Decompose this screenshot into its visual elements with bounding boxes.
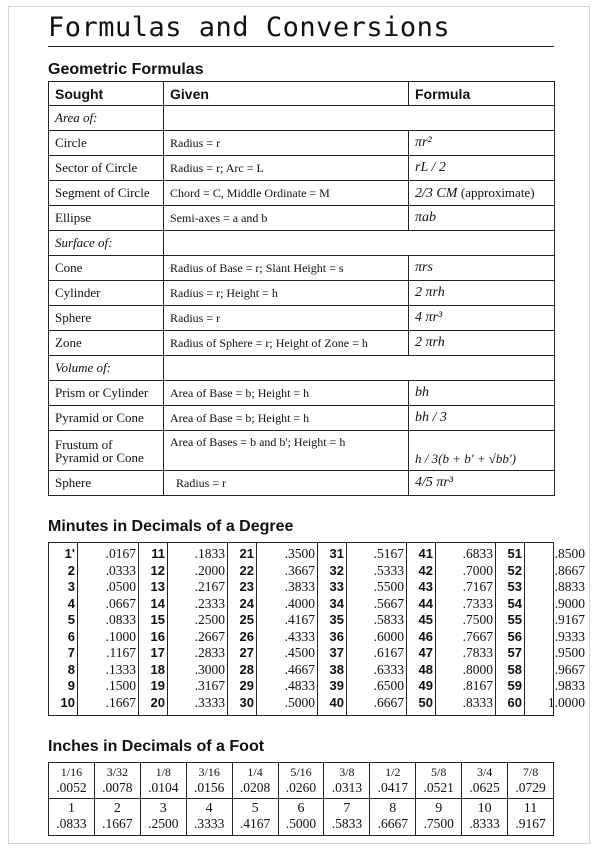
decimal-value: .4167 [284, 612, 315, 627]
minute-label: 19 [150, 678, 165, 693]
minute-label: 3 [67, 579, 75, 594]
inch-cell [186, 799, 232, 836]
decimal-value: .2333 [194, 595, 225, 611]
sought-cell: Ellipse [49, 206, 164, 231]
given-cell: Radius = r [164, 306, 409, 331]
minute-label: 32 [329, 562, 344, 578]
foot-decimal: .0625 [469, 780, 500, 795]
minutes-column [407, 543, 496, 715]
inch-cell [416, 799, 462, 836]
decimal-value: .0667 [105, 595, 136, 611]
foot-decimal: .0260 [285, 780, 317, 795]
minute-label: 2 [67, 562, 75, 578]
formula-cell: πrs [409, 256, 555, 281]
minute-label: 36 [329, 628, 344, 644]
decimal-value: .4500 [284, 645, 315, 660]
column-header-formula: Formula [409, 82, 555, 106]
minute-label: 50 [418, 694, 433, 710]
title-divider [48, 46, 554, 47]
inches-table [48, 762, 554, 836]
decimal-value: .6000 [373, 628, 404, 644]
minute-label: 15 [150, 612, 165, 627]
foot-decimal: .7500 [423, 816, 454, 831]
minute-label: 1' [64, 546, 75, 561]
inch-cell [140, 799, 186, 836]
minute-label: 44 [418, 595, 433, 611]
page-title: Formulas and Conversions [48, 12, 451, 43]
decimal-value: .6333 [373, 661, 404, 677]
minutes-labels [139, 543, 167, 715]
decimal-value: .3000 [194, 661, 225, 677]
decimal-values [524, 543, 587, 715]
foot-decimal: .8333 [469, 816, 500, 831]
decimal-value: 1.0000 [547, 694, 585, 710]
decimal-value: .2667 [194, 628, 225, 644]
whole-inch-row [49, 799, 554, 836]
given-cell: Radius = r; Height = h [164, 281, 409, 306]
sought-cell: Sphere [49, 306, 164, 331]
minute-label: 4 [67, 595, 75, 611]
minute-label: 35 [329, 612, 344, 627]
decimal-value: .2167 [194, 579, 225, 594]
decimal-value: .3667 [284, 562, 315, 578]
decimal-value: .6667 [373, 694, 404, 710]
foot-decimal: .1667 [102, 816, 133, 831]
inch-fraction: 7/8 [522, 765, 539, 779]
minutes-labels [228, 543, 256, 715]
formula-cell: 4 πr³ [409, 306, 555, 331]
decimal-value: .0500 [105, 579, 136, 594]
foot-decimal: .0208 [239, 780, 271, 795]
section-row-area [49, 106, 555, 131]
decimal-value: .1167 [106, 645, 136, 660]
table-row [49, 381, 555, 406]
section-row-surface [49, 231, 555, 256]
given-cell: Area of Base = b; Height = h [164, 381, 409, 406]
table-row [49, 256, 555, 281]
minute-label: 17 [150, 645, 165, 660]
inch-cell [278, 799, 324, 836]
formula-cell: h / 3(b + b' + √bb') [409, 431, 555, 471]
minute-label: 26 [239, 628, 254, 644]
minute-label: 55 [507, 612, 522, 627]
geometric-formulas-table [48, 81, 555, 496]
formula-cell: 4/5 πr³ [409, 471, 555, 496]
inch-cell [186, 763, 232, 799]
inch-cell [49, 799, 95, 836]
decimal-value: .2833 [194, 645, 225, 660]
minute-label: 18 [150, 661, 165, 677]
inch-cell [508, 799, 554, 836]
formula-cell: rL / 2 [409, 156, 555, 181]
inch-cell [278, 763, 324, 799]
given-cell: Radius = r [164, 471, 409, 496]
minute-label: 41 [418, 546, 433, 561]
decimal-value: .9167 [554, 612, 585, 627]
inch-cell [324, 763, 370, 799]
given-cell: Chord = C, Middle Ordinate = M [164, 181, 409, 206]
decimal-value: .3833 [284, 579, 315, 594]
inches-heading: Inches in Decimals of a Foot [48, 738, 265, 755]
inch-whole: 2 [113, 801, 121, 816]
minute-label: 16 [150, 628, 165, 644]
table-row [49, 406, 555, 431]
decimal-value: .6500 [373, 678, 404, 693]
minute-label: 7 [67, 645, 75, 660]
formula-cell: 2 πrh [409, 331, 555, 356]
minute-label: 56 [507, 628, 522, 644]
minute-label: 40 [329, 694, 344, 710]
inch-fraction: 1/4 [247, 765, 263, 779]
given-cell: Area of Bases = b and b'; Height = h [164, 431, 409, 471]
sought-cell: Prism or Cylinder [49, 381, 164, 406]
sought-cell: Cone [49, 256, 164, 281]
inch-whole: 11 [523, 801, 538, 816]
decimal-value: .5000 [284, 694, 315, 710]
minute-label: 51 [507, 546, 522, 561]
foot-decimal: .0156 [193, 780, 225, 795]
decimal-value: .6833 [462, 546, 493, 561]
minute-label: 25 [239, 612, 254, 627]
decimal-value: .7500 [462, 612, 493, 627]
minute-label: 12 [150, 562, 165, 578]
decimal-value: .8833 [554, 579, 585, 594]
inch-cell [324, 799, 370, 836]
minute-label: 27 [239, 645, 254, 660]
formula-cell: 2 πrh [409, 281, 555, 306]
inch-cell [49, 763, 95, 799]
decimal-value: .4333 [284, 628, 315, 644]
decimal-value: .9500 [554, 645, 585, 660]
decimal-value: .7167 [462, 579, 493, 594]
decimal-value: .7000 [462, 562, 493, 578]
minute-label: 59 [507, 678, 522, 693]
decimal-value: .7667 [462, 628, 493, 644]
minutes-labels [496, 543, 524, 715]
inch-cell [94, 763, 140, 799]
formula-cell [409, 181, 555, 206]
inch-fraction: 5/8 [431, 765, 447, 779]
sought-cell: Segment of Circle [49, 181, 164, 206]
foot-decimal: .9167 [515, 816, 546, 831]
foot-decimal: .0729 [515, 780, 546, 795]
minutes-column [228, 543, 318, 715]
decimal-value: .0333 [105, 562, 136, 578]
minute-label: 53 [507, 579, 522, 594]
inch-cell [508, 763, 554, 799]
inch-fraction: 1/16 [60, 765, 83, 779]
decimal-value: .5667 [373, 595, 404, 611]
sought-cell: Frustum of Pyramid or Cone [49, 431, 164, 471]
section-label: Surface of: [49, 231, 164, 256]
given-cell: Radius = r [164, 131, 409, 156]
decimal-value: .9833 [554, 678, 585, 693]
decimal-value: .8667 [554, 562, 585, 578]
table-row [49, 206, 555, 231]
geometric-heading: Geometric Formulas [48, 61, 204, 78]
foot-decimal: .5833 [331, 816, 363, 831]
inch-fraction: 5/16 [290, 765, 312, 779]
minute-label: 57 [507, 645, 522, 660]
inch-cell [416, 763, 462, 799]
minute-label: 43 [418, 579, 433, 594]
minute-label: 24 [239, 595, 254, 611]
table-row [49, 306, 555, 331]
inch-cell [462, 763, 508, 799]
inch-cell [370, 799, 416, 836]
decimal-value: .3167 [194, 678, 225, 693]
minute-label: 5 [67, 612, 75, 627]
table-row [49, 431, 555, 471]
sought-cell: Cylinder [49, 281, 164, 306]
decimal-value: .0167 [105, 546, 136, 561]
inch-fraction: 3/16 [198, 765, 220, 779]
column-header-sought: Sought [49, 82, 164, 106]
minute-label: 42 [418, 562, 433, 578]
foot-decimal: .0417 [377, 780, 408, 795]
inch-whole: 5 [251, 801, 259, 816]
foot-decimal: .0104 [148, 780, 179, 795]
section-row-volume [49, 356, 555, 381]
column-header-given: Given [164, 82, 409, 106]
sought-cell: Pyramid or Cone [49, 406, 164, 431]
minute-label: 33 [329, 579, 344, 594]
minute-label: 54 [507, 595, 522, 611]
section-label: Volume of: [49, 356, 164, 381]
table-row [49, 131, 555, 156]
minute-label: 49 [418, 678, 433, 693]
decimal-value: .4000 [284, 595, 315, 611]
inch-fraction: 3/8 [339, 765, 355, 779]
inch-cell [462, 799, 508, 836]
decimal-value: .5500 [373, 579, 404, 594]
given-cell: Area of Base = b; Height = h [164, 406, 409, 431]
decimal-value: .6167 [373, 645, 404, 660]
inch-whole: 4 [205, 801, 213, 816]
table-row [49, 156, 555, 181]
decimal-value: .2000 [194, 562, 225, 578]
decimal-value: .5167 [373, 546, 404, 561]
given-cell: Radius = r; Arc = L [164, 156, 409, 181]
inch-whole: 10 [477, 801, 492, 816]
minute-label: 37 [329, 645, 344, 660]
inch-whole: 7 [343, 801, 351, 816]
minute-label: 30 [239, 694, 254, 710]
decimal-values [346, 543, 407, 715]
minute-label: 11 [151, 546, 165, 561]
decimal-value: .0833 [105, 612, 136, 627]
minute-label: 29 [239, 678, 254, 693]
sought-cell: Sphere [49, 471, 164, 496]
inch-fraction: 1/8 [155, 765, 171, 779]
minute-label: 52 [507, 562, 522, 578]
inch-fraction: 3/4 [476, 765, 493, 779]
given-cell: Radius of Sphere = r; Height of Zone = h [164, 331, 409, 356]
formula-cell: bh / 3 [409, 406, 555, 431]
table-row [49, 331, 555, 356]
minute-label: 60 [507, 694, 522, 710]
decimal-value: .8167 [462, 678, 493, 693]
foot-decimal: .0833 [56, 816, 87, 831]
decimal-value: .8000 [462, 661, 493, 677]
foot-decimal: .0521 [423, 780, 454, 795]
minutes-column [49, 543, 139, 715]
foot-decimal: .5000 [285, 816, 317, 831]
minutes-column [139, 543, 228, 715]
formula-cell: bh [409, 381, 555, 406]
minute-label: 28 [239, 661, 254, 677]
decimal-value: .7333 [462, 595, 493, 611]
minutes-column [496, 543, 587, 715]
decimal-value: .8500 [554, 546, 585, 561]
table-header-row [49, 82, 555, 106]
minute-label: 38 [329, 661, 344, 677]
minutes-labels [407, 543, 435, 715]
minute-label: 6 [67, 628, 75, 644]
minute-label: 31 [329, 546, 344, 561]
decimal-values [256, 543, 318, 715]
formula-note: (approximate) [460, 184, 535, 200]
foot-decimal: .0052 [56, 780, 87, 795]
decimal-values [167, 543, 228, 715]
minutes-table [48, 542, 585, 716]
inch-whole: 1 [67, 801, 75, 816]
decimal-value: .9000 [554, 595, 585, 611]
inch-whole: 8 [389, 801, 397, 816]
decimal-values [77, 543, 139, 715]
inch-cell [232, 763, 278, 799]
minute-label: 21 [239, 546, 254, 561]
minute-label: 23 [239, 579, 254, 594]
sought-cell: Circle [49, 131, 164, 156]
minute-label: 10 [60, 694, 75, 710]
decimal-value: .1500 [105, 678, 136, 693]
minute-label: 45 [418, 612, 433, 627]
decimal-value: .5333 [373, 562, 404, 578]
inch-fraction: 3/32 [106, 765, 129, 779]
minute-label: 47 [418, 645, 433, 660]
given-cell: Radius of Base = r; Slant Height = s [164, 256, 409, 281]
decimal-values [435, 543, 496, 715]
minute-label: 46 [418, 628, 433, 644]
given-cell: Semi-axes = a and b [164, 206, 409, 231]
decimal-value: .2500 [194, 612, 225, 627]
decimal-value: .1000 [105, 628, 136, 644]
minute-label: 34 [329, 595, 344, 611]
decimal-value: .9667 [554, 661, 585, 677]
minute-label: 39 [329, 678, 344, 693]
decimal-value: .4667 [284, 661, 315, 677]
decimal-value: .8333 [462, 694, 493, 710]
decimal-value: .3500 [284, 546, 315, 561]
inch-cell [232, 799, 278, 836]
decimal-value: .5833 [373, 612, 404, 627]
minute-label: 9 [67, 678, 75, 693]
inch-whole: 9 [435, 801, 443, 816]
minute-label: 14 [150, 595, 165, 611]
minutes-column [318, 543, 407, 715]
inch-cell [370, 763, 416, 799]
section-label: Area of: [49, 106, 164, 131]
minute-label: 8 [67, 661, 75, 677]
inch-whole: 3 [159, 801, 167, 816]
decimal-value: .4833 [284, 678, 315, 693]
inch-whole: 6 [297, 801, 305, 816]
minutes-heading: Minutes in Decimals of a Degree [48, 518, 294, 535]
inch-cell [140, 763, 186, 799]
minutes-labels [318, 543, 346, 715]
minute-label: 48 [418, 661, 433, 677]
formula-cell: πab [409, 206, 555, 231]
table-row [49, 471, 555, 496]
table-row [49, 281, 555, 306]
table-row [49, 181, 555, 206]
foot-decimal: .3333 [193, 816, 225, 831]
minute-label: 58 [507, 661, 522, 677]
formula-cell: πr² [409, 131, 555, 156]
fraction-row [49, 763, 554, 799]
minute-label: 22 [239, 562, 254, 578]
sought-cell: Sector of Circle [49, 156, 164, 181]
minute-label: 13 [150, 579, 165, 594]
minute-label: 20 [150, 694, 165, 710]
foot-decimal: .2500 [148, 816, 179, 831]
decimal-value: .1667 [105, 694, 136, 710]
decimal-value: .7833 [462, 645, 493, 660]
decimal-value: .3333 [194, 694, 225, 710]
foot-decimal: .0078 [102, 780, 133, 795]
formula-text: 2/3 CM [415, 185, 458, 201]
foot-decimal: .0313 [331, 780, 363, 795]
inch-cell [94, 799, 140, 836]
foot-decimal: .4167 [239, 816, 271, 831]
sought-cell: Zone [49, 331, 164, 356]
decimal-value: .1833 [194, 546, 225, 561]
decimal-value: .1333 [105, 661, 136, 677]
minutes-labels [49, 543, 77, 715]
decimal-value: .9333 [554, 628, 585, 644]
foot-decimal: .6667 [377, 816, 408, 831]
inch-fraction: 1/2 [385, 765, 401, 779]
